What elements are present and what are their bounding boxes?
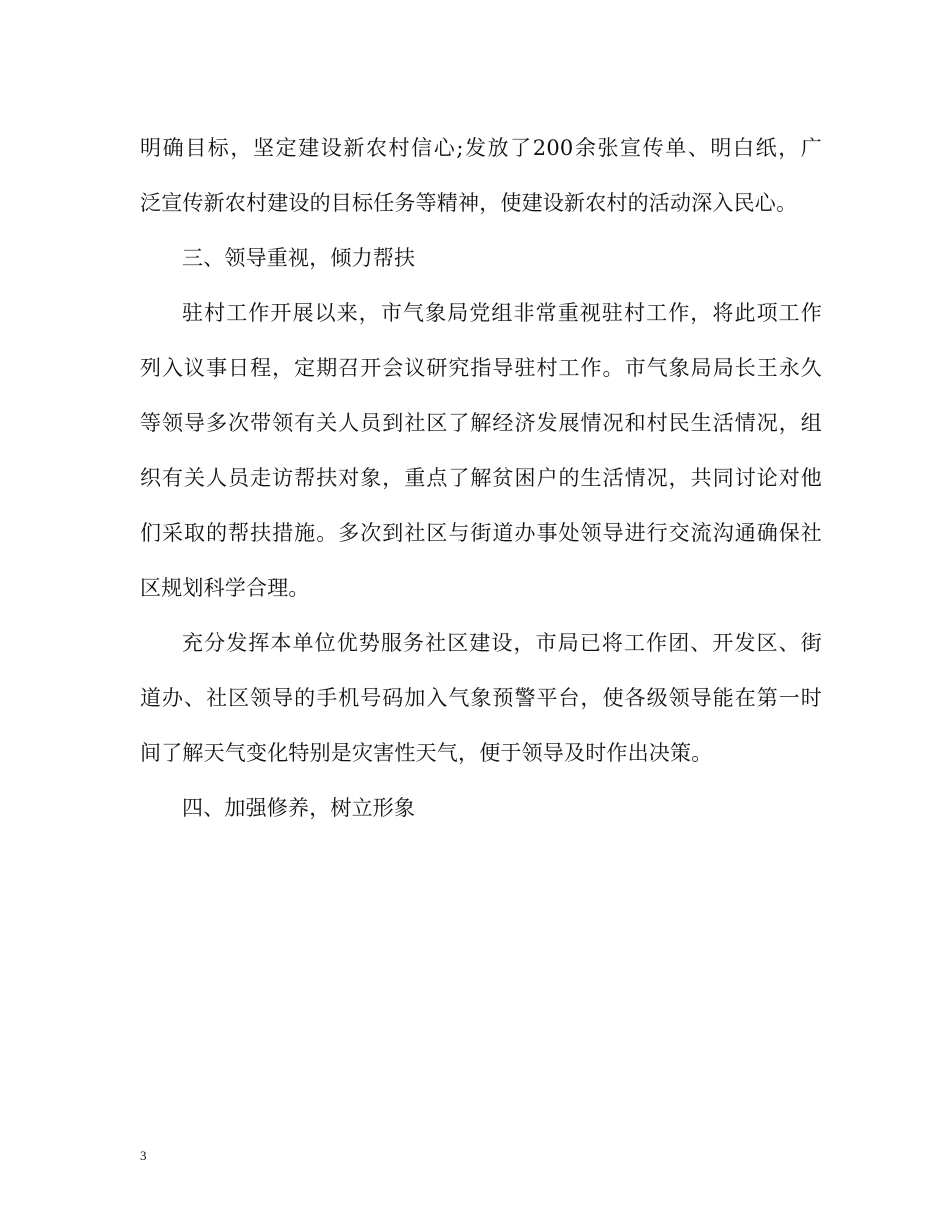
paragraph-line: 明确目标，坚定建设新农村信心;发放了200余张宣传单、明白纸，广 — [140, 136, 822, 160]
paragraph-line: 等领导多次带领有关人员到社区了解经济发展情况和村民生活情况，组 — [140, 411, 822, 435]
paragraph-line: 列入议事日程，定期召开会议研究指导驻村工作。市气象局局长王永久 — [140, 356, 822, 380]
section-heading: 四、加强修养，树立形象 — [182, 796, 416, 820]
paragraph-line: 织有关人员走访帮扶对象，重点了解贫困户的生活情况，共同讨论对他 — [140, 466, 822, 490]
paragraph-line: 驻村工作开展以来，市气象局党组非常重视驻村工作，将此项工作 — [182, 301, 822, 325]
paragraph-line: 道办、社区领导的手机号码加入气象预警平台，使各级领导能在第一时 — [140, 686, 822, 710]
paragraph-line: 们采取的帮扶措施。多次到社区与街道办事处领导进行交流沟通确保社 — [140, 521, 822, 545]
paragraph-line: 充分发挥本单位优势服务社区建设，市局已将工作团、开发区、街 — [182, 631, 822, 655]
paragraph-line: 泛宣传新农村建设的目标任务等精神，使建设新农村的活动深入民心。 — [140, 191, 798, 215]
paragraph-line: 区规划科学合理。 — [140, 576, 310, 600]
paragraph-line: 间了解天气变化特别是灾害性天气，便于领导及时作出决策。 — [140, 741, 713, 765]
page-number: 3 — [140, 1148, 147, 1163]
section-heading: 三、领导重视，倾力帮扶 — [182, 246, 416, 270]
document-body — [140, 121, 822, 836]
